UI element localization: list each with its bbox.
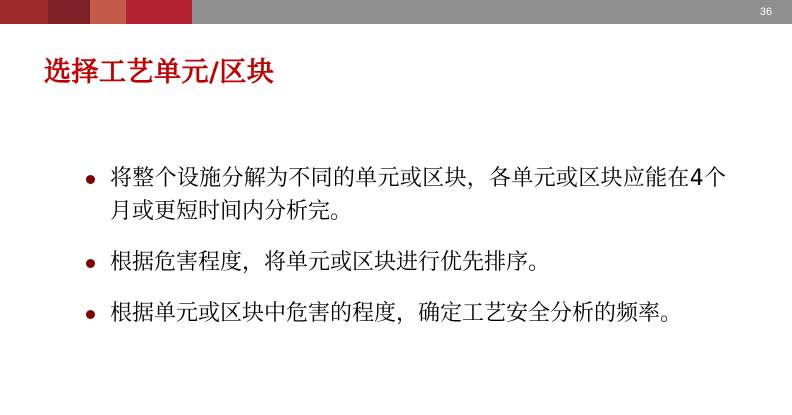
page-title: 选择工艺单元/区块	[44, 57, 275, 88]
list-item	[86, 246, 726, 279]
list-item	[86, 162, 726, 228]
bar-segment-salmon	[90, 0, 126, 24]
bullet-dot-icon	[86, 175, 95, 184]
bullet-text: 根据单元或区块中危害的程度，确定工艺安全分析的频率。	[110, 301, 683, 326]
slide-top-decorative-bar	[0, 0, 792, 24]
bullet-list	[86, 162, 726, 348]
page-number: 36	[759, 6, 773, 18]
bar-segment-gray	[192, 0, 792, 24]
bullet-dot-icon	[86, 310, 95, 319]
bullet-text: 将整个设施分解为不同的单元或区块，各单元或区块应能在4个月或更短时间内分析完。	[110, 166, 726, 224]
list-item	[86, 297, 726, 330]
bar-segment-red	[126, 0, 192, 24]
bullet-dot-icon	[86, 259, 95, 268]
bullet-text: 根据危害程度，将单元或区块进行优先排序。	[110, 250, 551, 275]
bar-segment-maroon	[48, 0, 90, 24]
bar-segment-dark-red	[0, 0, 48, 24]
